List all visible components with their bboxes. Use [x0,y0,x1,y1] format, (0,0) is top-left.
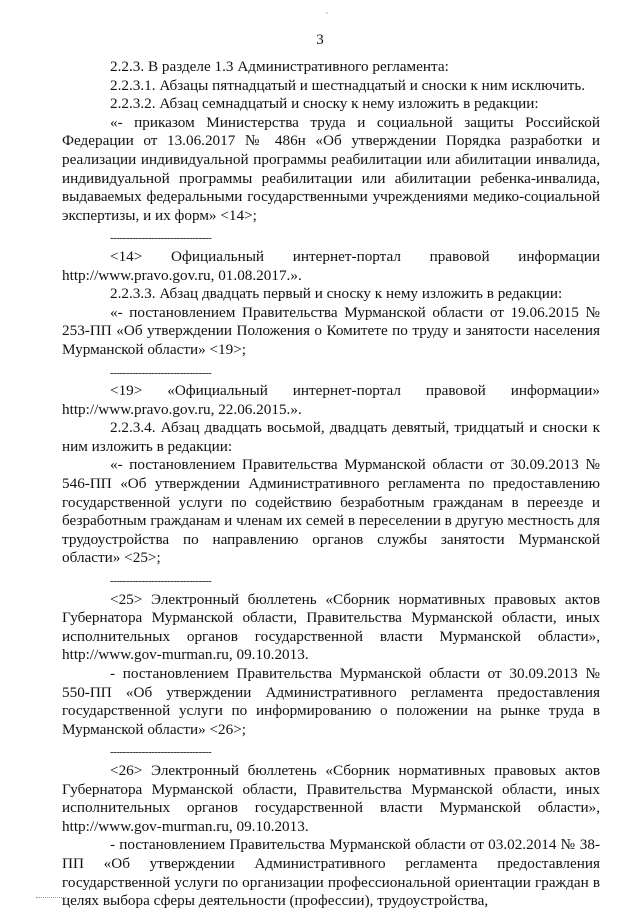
page-number: 3 [316,32,324,48]
paragraph: 2.2.3.3. Абзац двадцать первый и сноску к нему изложить в редакции: [110,285,563,303]
footnote-separator: -------------------------------- [110,746,212,759]
paragraph: 2.2.3.4. Абзац двадцать восьмой, двадцать девятый, тридцатый и сноски к ним изложить в редакции: [62,419,600,455]
paragraph: - постановлением Правительства Мурманской области от 30.09.2013 № 550-ПП «Об утверждении Административного регламента предоставления государственной услуги по информированию о положении на рынке труда в Мурманской области» <26>; [62,665,600,738]
paragraph: 2.2.3.1. Абзацы пятнадцатый и шестнадцатый и сноски к ним исключить. [110,76,586,94]
paragraph: <25> Электронный бюллетень «Сборник нормативных правовых актов Губернатора Мурманской области, Правительства Мурманской области, иных исполнительных органов государственной власти Мурманской области», http://www.gov-murman.ru, 09.10.2013. [62,590,600,664]
paragraph: 2.2.3.2. Абзац семнадцатый и сноску к нему изложить в редакции: [110,95,539,113]
paragraph: 2.2.3. В разделе 1.3 Административного регламента: [110,58,449,75]
paragraph: «- постановлением Правительства Мурманской области от 30.09.2013 № 546-ПП «Об утверждении Административного регламента по предоставлению государственной услуги по содействию безработным гражданам в переезде и безработным гражданам и членам их семей в переселении в другую местность для трудоустройства по направлению органов службы занятости Мурманской области» <25>; [62,456,600,567]
scan-mark: , [326,6,328,15]
document-body [62,58,600,911]
paragraph: - постановлением Правительства Мурманской области от 03.02.2014 № 38-ПП «Об утверждении Административного регламента предоставления государственной услуги по организации профессиональной ориентации граждан в целях выбора сферы деятельности (профессии), трудоустройства, [62,836,600,910]
paragraph: <19> «Официальный интернет-портал правовой информации» http://www.pravo.gov.ru, 22.06.2015.». [62,382,600,418]
footnote-separator: -------------------------------- [110,366,212,379]
footnote-separator: -------------------------------- [110,575,212,588]
footer-mark [36,897,66,899]
footnote-separator: -------------------------------- [110,232,212,245]
paragraph: «- приказом Министерства труда и социальной защиты Российской Федерации от 13.06.2017 № 486н «Об утверждении Порядка разработки и реализации индивидуальной программы реабилитации или абилитации инвалида, индивидуальной программы реабилитации или абилитации ребенка-инвалида, выдаваемых федеральными государственными учреждениями медико-социальной экспертизы, и их форм» <14>; [62,113,600,224]
paragraph: <26> Электронный бюллетень «Сборник нормативных правовых актов Губернатора Мурманской области, Правительства Мурманской области, иных исполнительных органов государственной власти Мурманской области», http://www.gov-murman.ru, 09.10.2013. [62,761,600,835]
paragraph: «- постановлением Правительства Мурманской области от 19.06.2015 № 253-ПП «Об утверждении Положения о Комитете по труду и занятости населения Мурманской области» <19>; [62,303,600,358]
paragraph: <14> Официальный интернет-портал правовой информации http://www.pravo.gov.ru, 01.08.2017.». [62,247,600,284]
